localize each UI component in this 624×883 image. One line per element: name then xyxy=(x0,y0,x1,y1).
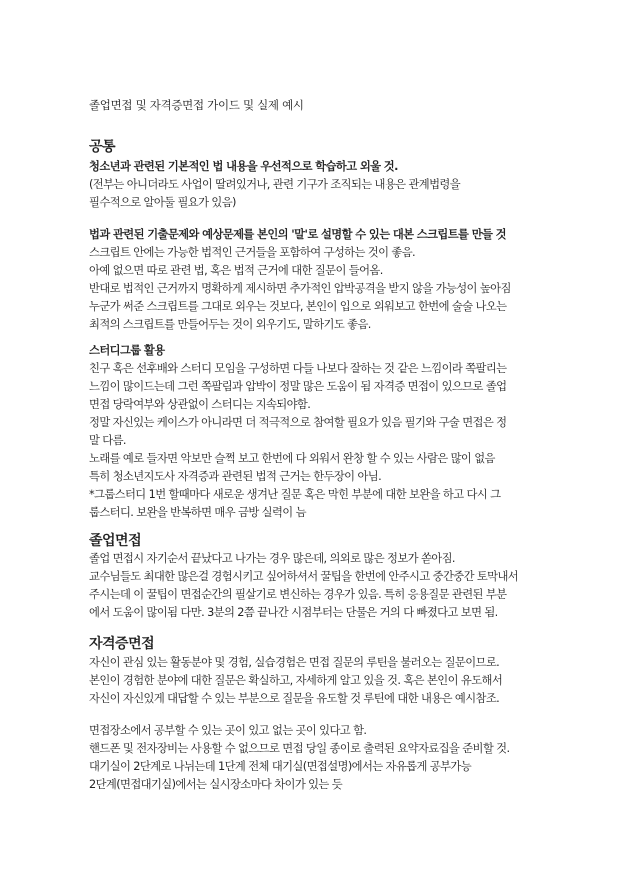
paragraph-line: 친구 혹은 선후배와 스터디 모임을 구성하면 다들 나보다 잘하는 것 같은 느낌이라 쪽팔리는 xyxy=(89,362,507,375)
paragraph-line: 아예 없으면 따로 관련 법, 혹은 법적 근거에 대한 질문이 들어옴. xyxy=(89,264,383,277)
paragraph-line: 졸업 면접시 자기순서 끝났다고 나가는 경우 많은데, 의외로 많은 정보가 쏟아짐. xyxy=(89,552,455,565)
paragraph-line: 핸드폰 및 전자장비는 사용할 수 없으므로 면접 당일 종이로 출력된 요약자료집을 준비할 것. xyxy=(89,742,510,755)
paragraph-line: 노래를 예로 들자면 악보만 슬쩍 보고 한번에 다 외워서 완창 할 수 있는 사람은 많이 없음 xyxy=(89,452,495,465)
paragraph-bold: 청소년과 관련된 기본적인 법 내용을 우선적으로 학습하고 외울 것. xyxy=(89,160,398,173)
section-heading-certificate: 자격증면접 xyxy=(89,636,155,652)
paragraph-line: 반대로 법적인 근거까지 명확하게 제시하면 추가적인 압박공격을 받지 않을 가능성이 높아짐 xyxy=(89,282,511,295)
paragraph-line: 면접 당락여부와 상관없이 스터디는 지속되야함. xyxy=(89,398,311,411)
paragraph-line: 최적의 스크립트를 만들어두는 것이 외우기도, 말하기도 좋음. xyxy=(89,318,371,331)
paragraph-line: 에서 도움이 많이됨 다만. 3분의 2쯤 끝나간 시점부터는 단물은 거의 다 빠졌다고 보면 됨. xyxy=(89,606,498,619)
paragraph-line: 교수님들도 최대한 많은걸 경험시키고 싶어하셔서 꿀팁을 한번에 안주시고 중간중간 토막내서 xyxy=(89,570,519,583)
paragraph-line: 주시는데 이 꿀팁이 면접순간의 필살기로 변신하는 경우가 있음. 특히 응용질문 관련된 부분 xyxy=(89,588,507,601)
paragraph-line: *그룹스터디 1번 할때마다 새로운 생겨난 질문 혹은 막힌 부분에 대한 보완을 하고 다시 그 xyxy=(89,488,501,501)
section-heading-graduation: 졸업면접 xyxy=(89,533,142,549)
paragraph-line: 면접장소에서 공부할 수 있는 곳이 있고 없는 곳이 있다고 함. xyxy=(89,724,367,737)
paragraph-line: 본인이 경험한 분야에 대한 질문은 확실하고, 자세하게 알고 있을 것. 혹은 본인이 유도해서 xyxy=(89,674,503,687)
paragraph-line: 자신이 자신있게 대답할 수 있는 부분으로 질문을 유도할 것 루틴에 대한 내용은 예시참조. xyxy=(89,692,500,705)
paragraph-line: 자신이 관심 있는 활동분야 및 경험, 실습경험은 면접 질문의 루틴을 불러오는 질문이므로. xyxy=(89,656,500,669)
paragraph-line: 특히 청소년지도사 자격증과 관련된 법적 근거는 한두장이 아님. xyxy=(89,470,382,483)
document-title: 졸업면접 및 자격증면접 가이드 및 실제 예시 xyxy=(89,98,304,112)
paragraph-line: 말 다름. xyxy=(89,434,126,447)
paragraph-line: 룹스터디. 보완을 반복하면 매우 금방 실력이 늠 xyxy=(89,506,306,519)
paragraph-line: 느낌이 많이드는데 그런 쪽팔림과 압박이 정말 많은 도움이 됨 자격증 면접이 있으므로 졸업 xyxy=(89,380,507,393)
section-heading-common: 공통 xyxy=(89,139,116,155)
paragraph-line: 누군가 써준 스크립트를 그대로 외우는 것보다, 본인이 입으로 외워보고 한번에 술술 나오는 xyxy=(89,300,507,313)
paragraph-line: 필수적으로 알아둘 필요가 있음) xyxy=(89,196,236,209)
paragraph-line: 스크립트 안에는 가능한 법적인 근거들을 포함하여 구성하는 것이 좋음. xyxy=(89,246,415,259)
subheading-study-group: 스터디그룹 활용 xyxy=(89,344,165,357)
paragraph-line: 대기실이 2단계로 나뉘는데 1단계 전체 대기실(면접설명)에서는 자유롭게 공부가능 xyxy=(89,760,472,773)
paragraph-line: 정말 자신있는 케이스가 아니라면 더 적극적으로 참여할 필요가 있음 필기와 구술 면접은 정 xyxy=(89,416,507,429)
paragraph-line: 2단계(면접대기실)에서는 실시장소마다 차이가 있는 듯 xyxy=(89,778,343,791)
paragraph-bold: 법과 관련된 기출문제와 예상문제를 본인의 '말'로 설명할 수 있는 대본 스크립트를 만들 것 xyxy=(89,228,506,241)
paragraph-line: (전부는 아니더라도 사업이 딸려있거나, 관련 기구가 조직되는 내용은 관계법령을 xyxy=(89,178,461,191)
